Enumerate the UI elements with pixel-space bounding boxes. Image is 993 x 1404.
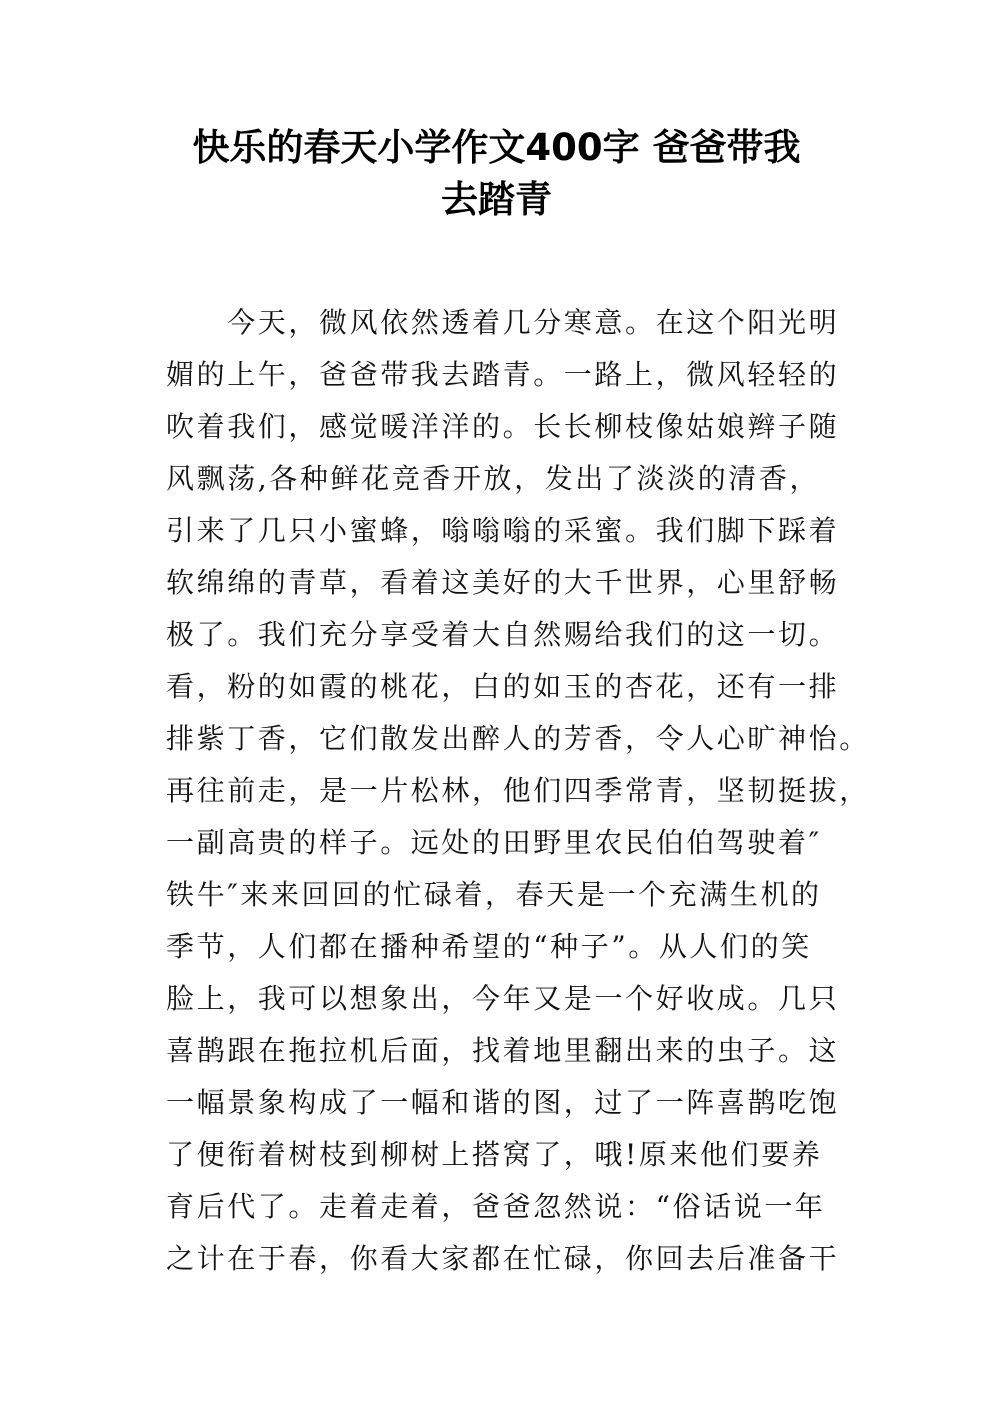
body-line: 吹着我们，感觉暖洋洋的。长长柳枝像姑娘辫子随 [166, 410, 840, 443]
body-line: 一副高贵的样子。远处的田野里农民伯伯驾驶着″ [166, 826, 822, 859]
body-line: 看，粉的如霞的桃花，白的如玉的杏花，还有一排 [166, 670, 840, 703]
body-line: 季节，人们都在播种希望的“种子”。从人们的笑 [166, 930, 812, 963]
body-line: 铁牛″来来回回的忙碌着，春天是一个充满生机的 [166, 878, 822, 911]
body-line: 引来了几只小蜜蜂，嗡嗡嗡的采蜜。我们脚下踩着 [166, 514, 840, 547]
body-line: 风飘荡,各种鲜花竞香开放，发出了淡淡的清香， [166, 462, 821, 495]
body-line: 排紫丁香，它们散发出醉人的芳香，令人心旷神怡。 [166, 722, 870, 755]
essay-body [166, 297, 870, 1285]
body-line: 软绵绵的青草，看着这美好的大千世界，心里舒畅 [166, 566, 840, 599]
document-title [0, 122, 993, 226]
body-line: 了便衔着树枝到柳树上搭窝了，哦!原来他们要养 [166, 1138, 823, 1171]
body-line: 媚的上午，爸爸带我去踏青。一路上，微风轻轻的 [166, 358, 840, 391]
title-line: 快乐的春天小学作文400字 爸爸带我 [192, 126, 801, 169]
body-line: 今天，微风依然透着几分寒意。在这个阳光明 [166, 306, 840, 339]
title-line: 去踏青 [441, 178, 552, 221]
body-line: 脸上，我可以想象出，今年又是一个好收成。几只 [166, 982, 840, 1015]
body-line: 喜鹊跟在拖拉机后面，找着地里翻出来的虫子。这 [166, 1034, 840, 1067]
body-line: 一幅景象构成了一幅和谐的图，过了一阵喜鹊吃饱 [166, 1086, 840, 1119]
body-line: 再往前走，是一片松林，他们四季常青，坚韧挺拔， [166, 774, 870, 807]
body-line: 极了。我们充分享受着大自然赐给我们的这一切。 [166, 618, 840, 651]
body-line: 之计在于春，你看大家都在忙碌，你回去后准备干 [166, 1242, 840, 1275]
body-line: 育后代了。走着走着，爸爸忽然说：“俗话说一年 [166, 1190, 826, 1223]
